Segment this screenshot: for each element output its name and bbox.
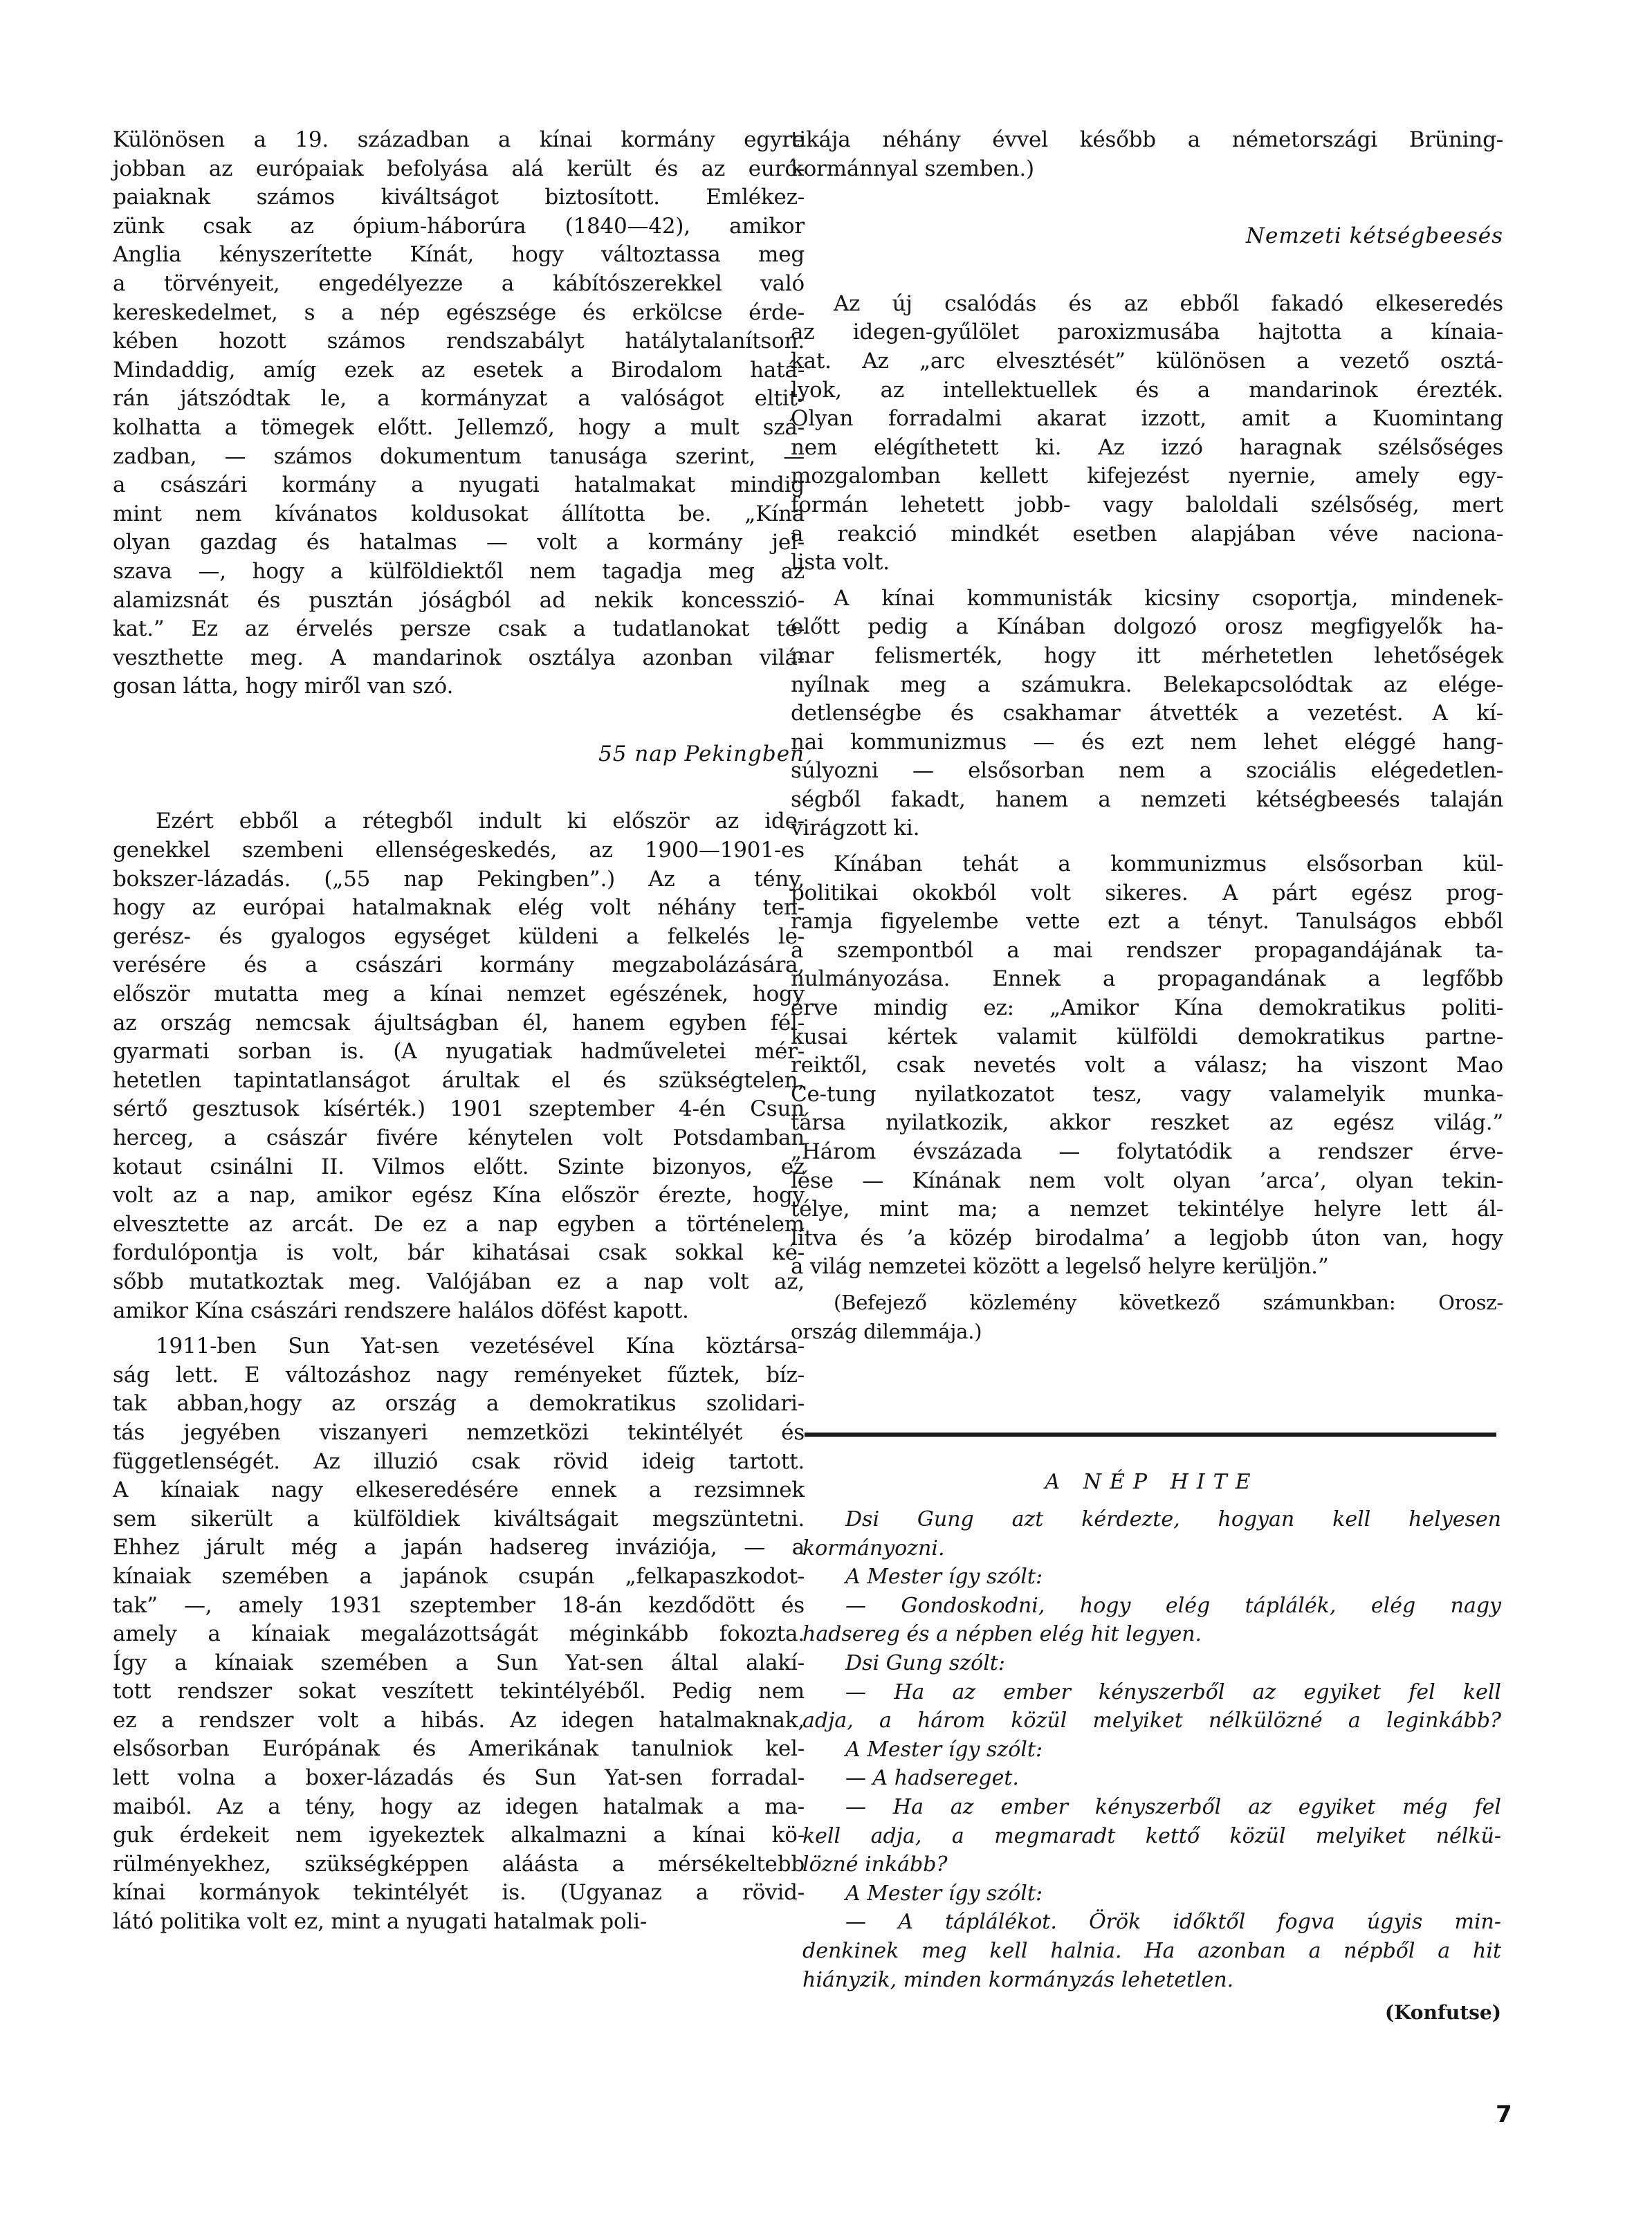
text-line: formán lehetett jobb- vagy baloldali szélsőség, mert (791, 492, 1503, 517)
text-line: lyok, az intellektuellek és a mandarinok érezték. (791, 377, 1503, 403)
text-line: Az új csalódás és az ebből fakadó elkeseredés (834, 291, 1503, 316)
text-line: a szempontból a mai rendszer propagandájának ta- (791, 937, 1503, 963)
text-line: veszthette meg. A mandarinok osztálya azonban vilá- (113, 645, 805, 670)
text-line: tak” —, amely 1931 szeptember 18-án kezdődött és (113, 1592, 805, 1618)
text-line: paiaknak számos kiváltságot biztosított. Emlékez- (113, 185, 805, 210)
text-line: (Befejező közlemény következő számunkban: Orosz- (834, 1290, 1503, 1314)
text-line: a világ nemzetei között a legelső helyre kerüljön.” (791, 1254, 1329, 1280)
text-line: tikája néhány évvel később a németországi Brüning- (791, 127, 1503, 152)
text-line: kotaut csinálni II. Vilmos előtt. Szinte bizonyos, ez (113, 1154, 805, 1179)
text-line: mar felismerték, hogy itt mérhetetlen lehetőségek (791, 643, 1503, 668)
text-line: nai kommunizmus — és ezt nem lehet eléggé hang- (791, 729, 1503, 755)
text-line: kat. Az „arc elvesztését” különösen a vezető osztá- (791, 348, 1503, 374)
text-line: „Három évszázada — folytatódik a rendszer érve- (791, 1139, 1503, 1164)
text-line: tak abban,hogy az ország a demokratikus szolidari- (113, 1391, 805, 1417)
page-number: 7 (1496, 2101, 1512, 2128)
text-line: sőbb mutatkoztak meg. Valójában ez a nap volt az, (113, 1269, 805, 1294)
text-line: társa nyilatkozik, akkor reszket az egész világ.” (791, 1110, 1503, 1136)
dialogue-line: Dsi Gung szólt: (845, 1650, 1005, 1675)
text-line: herceg, a császár fivére kénytelen volt Potsdamban (113, 1125, 805, 1150)
text-line: verésére és a császári kormány megzabolázására, (113, 952, 805, 978)
text-line: kusai kértek valamit külföldi demokratikus partne- (791, 1024, 1503, 1049)
dialogue-line: lözné inkább? (802, 1852, 948, 1877)
text-line: rülményekhez, szükségképpen aláásta a mérsékeltebb (113, 1851, 805, 1877)
text-line: ország dilemmája.) (791, 1319, 982, 1343)
text-line: genekkel szembeni ellenségeskedés, az 1900—1901-es (113, 838, 805, 863)
text-line: fordulópontja is volt, bár kihatásai csak sokkal ké- (113, 1240, 805, 1266)
text-line: kormánnyal szemben.) (791, 156, 1034, 181)
text-line: függetlenségét. Az illuzió csak rövid ideig tartott. (113, 1448, 805, 1474)
dialogue-line: denkinek meg kell halnia. Ha azonban a népből a hit (802, 1938, 1501, 1963)
text-line: Így a kínaiak szemében a Sun Yat-sen által alakí- (113, 1650, 805, 1675)
dialogue-line: adja, a három közül melyiket nélkülözné a leginkább? (802, 1709, 1501, 1733)
text-line: érve mindig ez: „Amikor Kína demokratikus politi- (791, 995, 1503, 1021)
dialogue-line: — Ha az ember kényszerből az egyiket fel kell (845, 1679, 1501, 1704)
text-line: Mindaddig, amíg ezek az esetek a Birodalom hatá- (113, 357, 805, 383)
text-line: politikai okokból volt sikeres. A párt egész prog- (791, 880, 1503, 905)
text-line: lítva és ’a közép birodalma’ a legjobb úton van, hogy (791, 1225, 1503, 1251)
text-line: zünk csak az ópium-háborúra (1840—42), amikor (113, 213, 805, 239)
text-line: Olyan forradalmi akarat izzott, amit a Kuomintang (791, 406, 1503, 432)
text-line: télye, mint ma; a nemzet tekintélye helyre lett ál- (791, 1197, 1503, 1222)
text-line: reiktől, csak nevetés volt a válasz; ha viszont Mao (791, 1053, 1503, 1078)
paragraph (791, 850, 1503, 1282)
text-line: detlenségbe és csakhamar átvették a vezetést. A kí- (791, 701, 1503, 726)
text-line: nulmányozása. Ennek a propagandának a legfőbb (791, 966, 1503, 992)
text-line: kolhatta a tömegek előtt. Jellemző, hogy a mult szá- (113, 414, 805, 440)
dialogue-line: kell adja, a megmaradt kettő közül melyiket nélkü- (802, 1823, 1501, 1848)
text-line: mozgalomban kellett kifejezést nyernie, amely egy- (791, 463, 1503, 489)
text-line: az idegen-gyűlölet paroxizmusába hajtotta a kínaia- (791, 320, 1503, 345)
dialogue-line: — Gondoskodni, hogy elég táplálék, elég nagy (845, 1593, 1501, 1618)
text-line: olyan gazdag és hatalmas — volt a kormány jel- (113, 530, 805, 555)
text-line: lista volt. (791, 550, 890, 576)
dialogue-line: — Ha az ember kényszerből az egyiket még fel (845, 1794, 1501, 1819)
text-line: maiból. Az a tény, hogy az idegen hatalmak a ma- (113, 1794, 805, 1819)
text-line: gerész- és gyalogos egységet küldeni a felkelés le- (113, 923, 805, 949)
continuation-note (791, 1289, 1503, 1346)
text-line: ramja figyelembe vette ezt a tényt. Tanulságos ebből (791, 909, 1503, 934)
text-line: először mutatta meg a kínai nemzet egészének, hogy (113, 982, 805, 1007)
section-divider (805, 1433, 1496, 1437)
sidebar-attribution: (Konfutse) (1384, 2001, 1501, 2025)
text-line: hetetlen tapintatlanságot árultak el és szükségtelen, (113, 1067, 805, 1093)
text-line: jobban az európaiak befolyása alá került és az euró- (113, 156, 805, 181)
text-line: nem elégíthetett ki. Az izzó haragnak szélsőséges (791, 434, 1503, 460)
text-line: Kínában tehát a kommunizmus elsősorban kül- (834, 851, 1503, 877)
text-line: virágzott ki. (791, 816, 920, 841)
text-line: gosan látta, hogy miről van szó. (113, 674, 454, 699)
text-line: kínaiak szemében a japánok csupán „felkapaszkodot- (113, 1563, 805, 1589)
text-line: A kínai kommunisták kicsiny csoportja, mindenek- (834, 585, 1503, 611)
text-line: előtt pedig a Kínában dolgozó orosz megfigyelők ha- (791, 614, 1503, 640)
text-line: tott rendszer sokat veszített tekintélyéből. Pedig nem (113, 1679, 805, 1704)
dialogue-line: hadsereg és a népben elég hit legyen. (802, 1622, 1202, 1647)
text-line: ság lett. E változáshoz nagy reményeket fűztek, bíz- (113, 1362, 805, 1388)
dialogue-line: A Mester így szólt: (845, 1565, 1043, 1590)
text-line: amikor Kína császári rendszere halálos döfést kapott. (113, 1298, 689, 1323)
text-line: a törvényeit, engedélyezze a kábítószerekkel való (113, 270, 805, 296)
dialogue-line: A Mester így szólt: (845, 1881, 1043, 1906)
text-line: kínai kormányok tekintélyét is. (Ugyanaz a rövid- (113, 1880, 805, 1906)
text-line: mint nem kívánatos koldusokat állította be. „Kína (113, 501, 805, 526)
text-line: a reakció mindkét esetben alapjában véve naciona- (791, 521, 1503, 546)
paragraph (791, 584, 1503, 843)
text-line: zadban, — számos dokumentum tanusága szerint, — (113, 443, 805, 469)
text-line: gyarmati sorban is. (A nyugatiak hadműveletei mér- (113, 1039, 805, 1065)
text-line: elsősorban Európának és Amerikának tanulniok kel- (113, 1736, 805, 1762)
text-line: rán játszódtak le, a kormányzat a valóságot eltit- (113, 386, 805, 412)
text-line: lett volna a boxer-lázadás és Sun Yat-sen forradal- (113, 1765, 805, 1791)
dialogue-line: hiányzik, minden kormányzás lehetetlen. (802, 1967, 1234, 1992)
text-line: kereskedelmet, s a nép egészsége és erkölcse érde- (113, 300, 805, 325)
text-line: súlyozni — elsősorban nem a szociális elégedetlen- (791, 758, 1503, 784)
text-line: kében hozott számos rendszabályt hatálytalanítson. (113, 329, 805, 354)
paragraph (113, 807, 805, 1325)
text-line: látó politika volt ez, mint a nyugati hatalmak poli- (113, 1909, 648, 1935)
dialogue-line: — A táplálékot. Örök időktől fogva úgyis min- (845, 1910, 1501, 1935)
text-line: az ország nemcsak ájultságban él, hanem egyben fél- (113, 1010, 805, 1035)
paragraph (791, 126, 1503, 183)
text-line: lése — Kínának nem volt olyan ’arca’, olyan tekin- (791, 1168, 1503, 1193)
paragraph (113, 126, 805, 701)
left-column (113, 126, 805, 1937)
text-line: Különösen a 19. században a kínai kormány egyre (113, 127, 805, 152)
dialogue-line: A Mester így szólt: (845, 1737, 1043, 1762)
text-line: Ezért ebből a rétegből indult ki először az ide- (156, 809, 805, 834)
text-line: Ehhez járult még a japán hadsereg inváziója, — a (113, 1535, 805, 1560)
text-line: Anglia kényszerítette Kínát, hogy változtassa meg (113, 242, 805, 268)
sidebar-quote-box (802, 1468, 1501, 2027)
text-line: bokszer-lázadás. („55 nap Pekingben”.) Az a tény, (113, 866, 805, 892)
text-line: ségből fakadt, hanem a nemzeti kétségbeesés talaján (791, 786, 1503, 812)
text-line: A kínaiak nagy elkeseredésére ennek a rezsimnek (113, 1477, 805, 1503)
text-line: amely a kínaiak megalázottságát méginkább fokozta. (113, 1621, 805, 1647)
text-line: ez a rendszer volt a hibás. Az idegen hatalmaknak, (113, 1707, 805, 1733)
dialogue-line: — A hadsereget. (845, 1766, 1019, 1791)
paragraph (791, 290, 1503, 578)
text-line: kat.” Ez az érvelés persze csak a tudatlanokat té- (113, 616, 805, 642)
text-line: szava —, hogy a külföldiektől nem tagadja meg az (113, 558, 805, 584)
text-line: tás jegyében viszanyeri nemzetközi tekintélyét és (113, 1419, 805, 1445)
text-line: sem sikerült a külföldiek kiváltságait megszüntetni. (113, 1506, 805, 1531)
text-line: alamizsnát és pusztán jóságból ad nekik koncesszió- (113, 587, 805, 613)
text-line: volt az a nap, amikor egész Kína először érezte, hogy (113, 1183, 805, 1208)
sidebar-title: A NÉP HITE (1045, 1470, 1259, 1494)
right-column (791, 126, 1503, 1346)
section-subheading: 55 nap Pekingben (598, 741, 805, 766)
text-line: sértő gesztusok kísérték.) 1901 szeptember 4-én Csun (113, 1096, 805, 1122)
text-line: hogy az európai hatalmaknak elég volt néhány ten- (113, 895, 805, 921)
dialogue-line: Dsi Gung azt kérdezte, hogyan kell helyesen (845, 1507, 1501, 1531)
text-line: guk érdekeit nem igyekeztek alkalmazni a kínai kö- (113, 1823, 805, 1848)
section-subheading: Nemzeti kétségbeesés (1245, 223, 1503, 249)
text-line: Ce-tung nyilatkozatot tesz, vagy valamelyik munka- (791, 1081, 1503, 1107)
text-line: nyílnak meg a számukra. Belekapcsolódtak az elége- (791, 672, 1503, 697)
paragraph (113, 1332, 805, 1936)
text-line: 1911-ben Sun Yat-sen vezetésével Kína köztársa- (156, 1334, 805, 1359)
sidebar-dialogue (802, 1505, 1501, 1994)
text-line: a császári kormány a nyugati hatalmakat mindig (113, 472, 805, 498)
dialogue-line: kormányozni. (802, 1536, 945, 1560)
text-line: elvesztette az arcát. De ez a nap egyben a történelem (113, 1211, 805, 1237)
